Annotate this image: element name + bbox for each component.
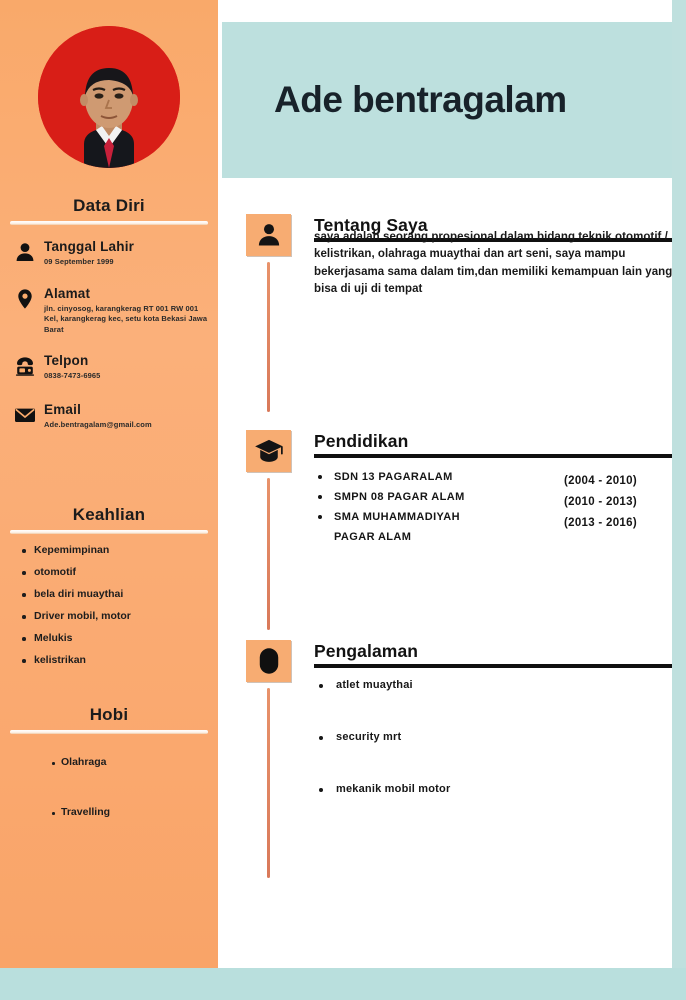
divider [10, 530, 208, 534]
person-icon [246, 214, 291, 256]
telephone-icon [14, 355, 36, 377]
divider [314, 454, 672, 458]
about-text: saya adalah seorang propesional dalam bidang teknik otomotif / kelistrikan, olahraga muaythai dan art seni, saya mampu bekerjasama sama dalam tim,dan memiliki kemampuan lain yang bisa di uji di tempat [314, 230, 672, 295]
section-body [314, 214, 672, 299]
page-backdrop-right [672, 0, 686, 1000]
section-title: Tentang Saya [314, 215, 428, 235]
list-item: atlet muaythai [314, 679, 672, 691]
info-row-email [0, 402, 218, 431]
avatar [38, 26, 180, 168]
divider [10, 221, 208, 225]
sidebar [0, 0, 218, 968]
name-banner [222, 22, 672, 178]
info-value: jln. cinyosog, karangkerag RT 001 RW 001 Kel, karangkerag kec, setu kota Bekasi Jawa Barat [44, 303, 208, 334]
list-item: SDN 13 PAGARALAM [314, 467, 672, 487]
section-keahlian [0, 505, 218, 676]
profile-photo-icon [38, 26, 180, 168]
divider [314, 664, 672, 668]
section-data-diri [0, 196, 218, 430]
list-item: SMPN 08 PAGAR ALAM [314, 487, 672, 507]
info-title: Email [44, 401, 82, 417]
info-title: Alamat [44, 285, 91, 301]
timeline-stem [267, 262, 270, 412]
info-title: Telpon [44, 353, 89, 368]
page-backdrop-bottom [0, 968, 686, 1000]
info-title: Tanggal Lahir [44, 239, 135, 254]
person-icon [14, 241, 36, 263]
keahlian-heading: Keahlian [72, 505, 146, 524]
list-item: SMA MUHAMMADIYAH [314, 507, 672, 527]
list-item: mekanik mobil motor [314, 783, 672, 795]
timeline-stem [267, 688, 270, 878]
envelope-icon [14, 404, 36, 426]
hobi-list [0, 756, 218, 818]
briefcase-icon [246, 640, 291, 682]
info-row-alamat [0, 286, 218, 336]
list-item: otomotif [20, 566, 208, 579]
list-item: kelistrikan [20, 654, 208, 667]
list-item-continuation: PAGAR ALAM [334, 530, 412, 543]
divider [10, 730, 208, 734]
education-years: (2010 - 2013) [564, 495, 637, 508]
list-item: Olahraga [52, 756, 208, 768]
education-dates [564, 471, 637, 534]
graduation-cap-icon [246, 430, 291, 472]
list-item: Melukis [20, 632, 208, 645]
education-years: (2013 - 2016) [564, 516, 637, 529]
section-body [314, 430, 672, 547]
info-value: Ade.bentragalam@gmail.com [44, 419, 152, 429]
info-value: 09 September 1999 [44, 257, 114, 266]
page-title: Ade bentragalam [274, 79, 567, 120]
list-item: Travelling [52, 806, 208, 818]
experience-list [314, 679, 672, 795]
section-title: Pendidikan [314, 431, 409, 451]
section-hobi [0, 705, 218, 856]
education-years: (2004 - 2010) [564, 474, 637, 487]
info-row-telpon [0, 353, 218, 382]
hobi-heading: Hobi [89, 705, 129, 724]
data-diri-heading: Data Diri [73, 196, 145, 215]
list-item: security mrt [314, 731, 672, 743]
info-row-tanggal-lahir [0, 239, 218, 268]
list-item: Driver mobil, motor [20, 610, 208, 623]
location-pin-icon [14, 288, 36, 310]
info-value: 0838-7473-6965 [44, 371, 101, 380]
timeline-stem [267, 478, 270, 630]
keahlian-list [0, 544, 218, 667]
section-body [314, 640, 672, 835]
education-list [314, 467, 672, 547]
section-title: Pengalaman [314, 641, 419, 661]
list-item: bela diri muaythai [20, 588, 208, 601]
list-item: Kepemimpinan [20, 544, 208, 557]
